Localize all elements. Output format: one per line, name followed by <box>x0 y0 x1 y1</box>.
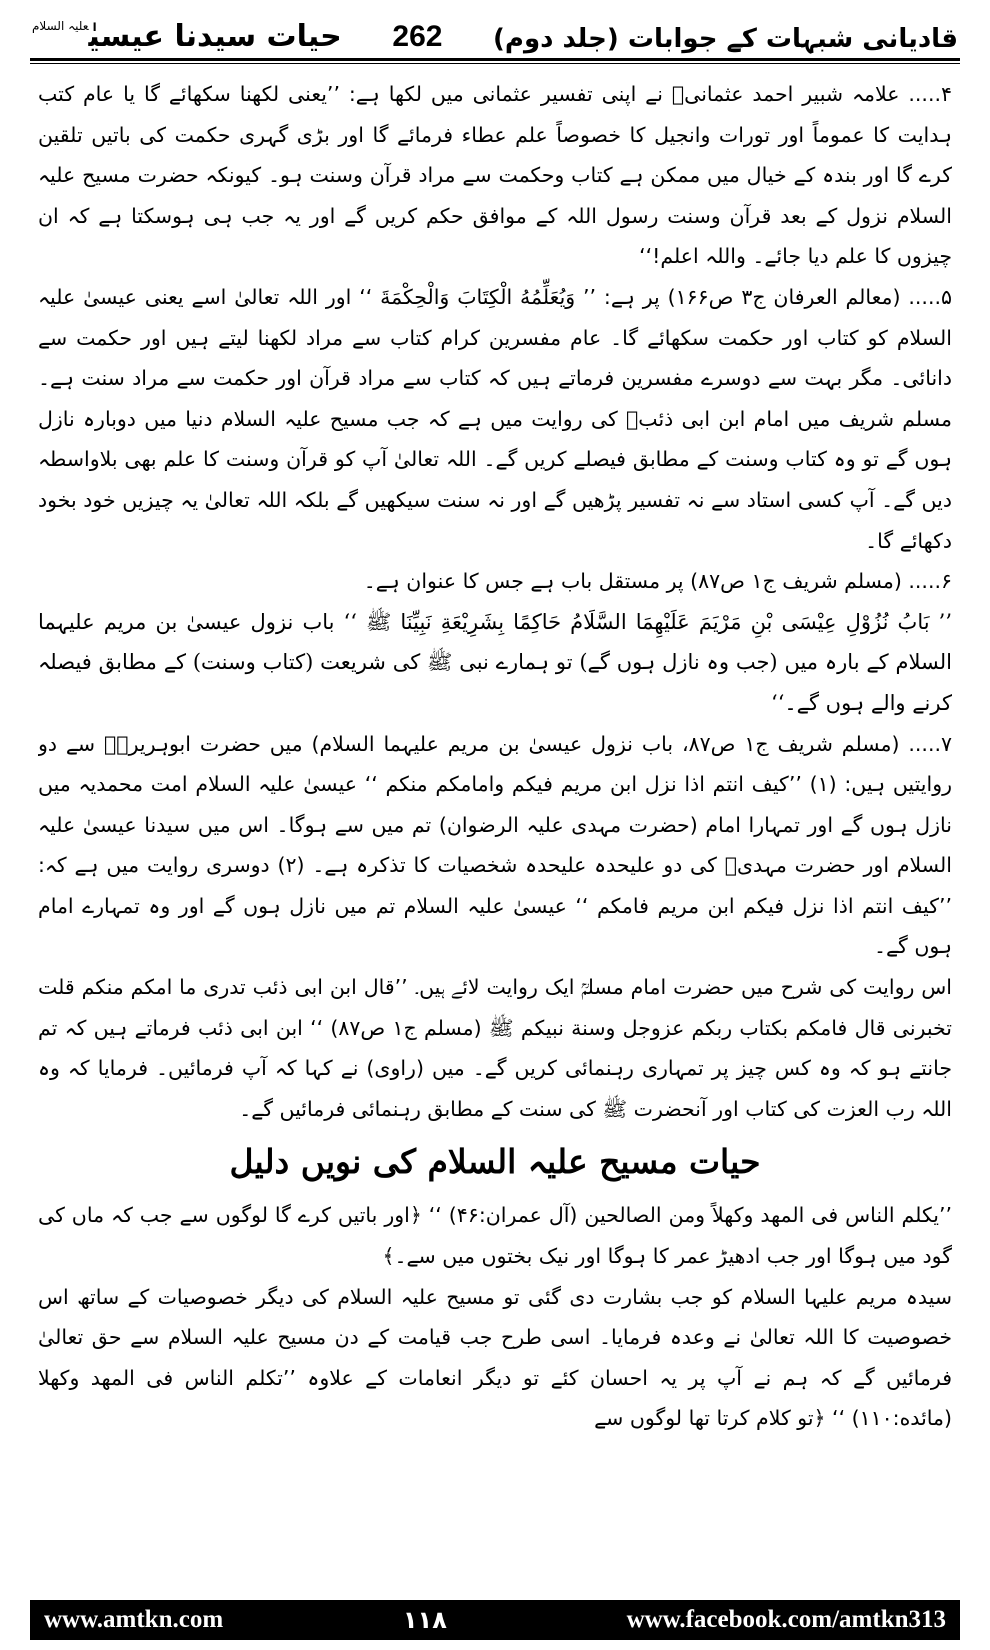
paragraph-6: ۶..... (مسلم شریف ج۱ ص۸۷) پر مستقل باب ہے جس کا عنوان ہے۔ <box>363 569 952 594</box>
chapter-title-quote: ’’ بَابُ نُزُوْلِ عِيْسَى بْنِ مَرْيَمَ عَلَيْهِمَا السَّلَامُ حَاكِمًا بِشَرِيْعَةِ نَبِيِّنَا ﷺ ‘‘ باب نزول عیسیٰ بن مریم علیہما السلام کے بارہ میں (جب وہ نازل ہوں گے) تو ہمارے نبی ﷺ کی شریعت (کتاب وسنت) کے مطابق فیصلہ کرنے والے ہوں گے۔‘‘ <box>38 609 952 715</box>
section-heading: حیات مسیح علیہ السلام کی نویں دلیل <box>229 1142 761 1182</box>
volume-title: قادیانی شبہات کے جوابات (جلد دوم) <box>493 24 958 54</box>
paragraph-5: ۵..... (معالم العرفان ج۳ ص۱۶۶) پر ہے: ’’ وَيُعَلِّمُهُ الْكِتَابَ وَالْحِكْمَةَ ‘‘ اور اللہ تعالیٰ اسے یعنی عیسیٰ علیہ السلام کو کتاب اور حکمت سکھائے گا۔ عام مفسرین کرام کتاب سے مراد لکھنا لیتے ہیں اور حکمت سے دانائی۔ مگر بہت سے دوسرے مفسرین فرماتے ہیں کہ کتاب سے مراد قرآن اور حکمت سے مراد سنت ہے۔ مسلم شریف میں امام ابن ابی ذئبؒ کی روایت میں ہے کہ جب مسیح علیہ السلام دنیا میں دوبارہ نازل ہوں گے تو وہ کتاب وسنت کے مطابق فیصلے کریں گے۔ اللہ تعالیٰ آپ کو قرآن وسنت کا علم بھی بلاواسطہ دیں گے۔ آپ کسی استاد سے نہ تفسیر پڑھیں گے اور نہ سنت سیکھیں گے بلکہ اللہ تعالیٰ یہ چیزیں خود بخود دکھائے گا۔ <box>38 284 952 553</box>
paragraph-4: ۴..... علامہ شبیر احمد عثمانیؒ نے اپنی تفسیر عثمانی میں لکھا ہے: ’’یعنی لکھنا سکھائے گا یا عام کتب ہدایت کا عموماً اور تورات وانجیل کا خصوصاً علم عطاء فرمائے گا اور بڑی گہری حکمت کی باتیں تلقین کرے گا اور بندہ کے خیال میں ممکن ہے کتاب وحکمت سے مراد قرآن وسنت ہو۔ کیونکہ حضرت مسیح علیہ السلام نزول کے بعد قرآن وسنت رسول اللہ کے موافق حکم کریں گے اور یہ جب ہی ہوسکتا ہے کہ ان چیزوں کا علم دیا جائے۔ واللہ اعلم!‘‘ <box>38 82 952 269</box>
book-title <box>32 19 342 54</box>
footer-facebook-link[interactable]: www.facebook.com/amtkn313 <box>626 1606 946 1633</box>
header-rule-thin <box>30 63 960 64</box>
book-title-text: حیات سیدنا عیسیٰ <box>88 19 342 54</box>
salutation-mark: علیہ السلام <box>32 19 89 33</box>
page-footer <box>30 1600 960 1640</box>
header-page-number: 262 <box>392 20 443 53</box>
page-content <box>38 74 952 1574</box>
footer-website-link[interactable]: www.amtkn.com <box>44 1606 224 1633</box>
verse-paragraph: ’’يكلم الناس فى المهد وكهلاً ومن الصالحين (آل عمران:۴۶) ‘‘ ﴿اور باتیں کرے گا لوگوں سے جب کہ ماں کی گود میں ہوگا اور جب ادھیڑ عمر کا ہوگا اور نیک بختوں میں سے۔﴾ <box>38 1203 952 1269</box>
footer-page-number: ۱۱۸ <box>402 1606 447 1634</box>
paragraph-7: ۷..... (مسلم شریف ج۱ ص۸۷، باب نزول عیسیٰ بن مریم علیہما السلام) میں حضرت ابوہریرہؓ سے دو روایتیں ہیں: (۱) ’’كيف انتم اذا نزل ابن مريم فيكم وامامكم منكم ‘‘ عیسیٰ علیہ السلام امت محمدیہ میں نازل ہوں گے اور تمہارا امام (حضرت مہدی علیہ الرضوان) تم میں سے ہوگا۔ اس میں سیدنا عیسیٰ علیہ السلام اور حضرت مہدیؓ کی دو علیحدہ علیحدہ شخصیات کا تذکرہ ہے۔ (۲) دوسری روایت میں ہے کہ: ’’كيف انتم اذا نزل فيكم ابن مريم فامكم ‘‘ عیسیٰ علیہ السلام تم میں نازل ہوں گے اور وہ تمہارے امام ہوں گے۔ <box>38 731 952 959</box>
explanation-paragraph: سیدہ مریم علیہا السلام کو جب بشارت دی گئی تو مسیح علیہ السلام کی دیگر خصوصیات کے ساتھ اس خصوصیت کا اللہ تعالیٰ نے وعدہ فرمایا۔ اسی طرح جب قیامت کے دن مسیح علیہ السلام سے حق تعالیٰ فرمائیں گے کہ ہم نے آپ پر یہ احسان کئے تو دیگر انعامات کے علاوہ ’’تكلم الناس فى المهد وكهلا (مائده:۱۱۰) ‘‘ ﴿تو کلام کرتا تھا لوگوں سے <box>38 1284 952 1431</box>
page-header <box>32 10 958 54</box>
header-rule <box>30 58 960 61</box>
paragraph-commentary: اس روایت کی شرح میں حضرت امام مسلمؒ ایک روایت لائے ہیں۔ ’’قال ابن ابى ذئب تدرى ما امكم منكم قلت تخبرنى قال فامكم بكتاب ربكم عزوجل وسنة نبيكم ﷺ (مسلم ج۱ ص۸۷) ‘‘ ابن ابی ذئب فرماتے ہیں کہ تم جانتے ہو کہ وہ کس چیز پر تمہاری رہنمائی کریں گے۔ میں (راوی) نے کہا کہ آپ فرمائیں۔ فرمایا کہ وہ اللہ رب العزت کی کتاب اور آنحضرت ﷺ کی سنت کے مطابق رہنمائی فرمائیں گے۔ <box>38 975 952 1121</box>
